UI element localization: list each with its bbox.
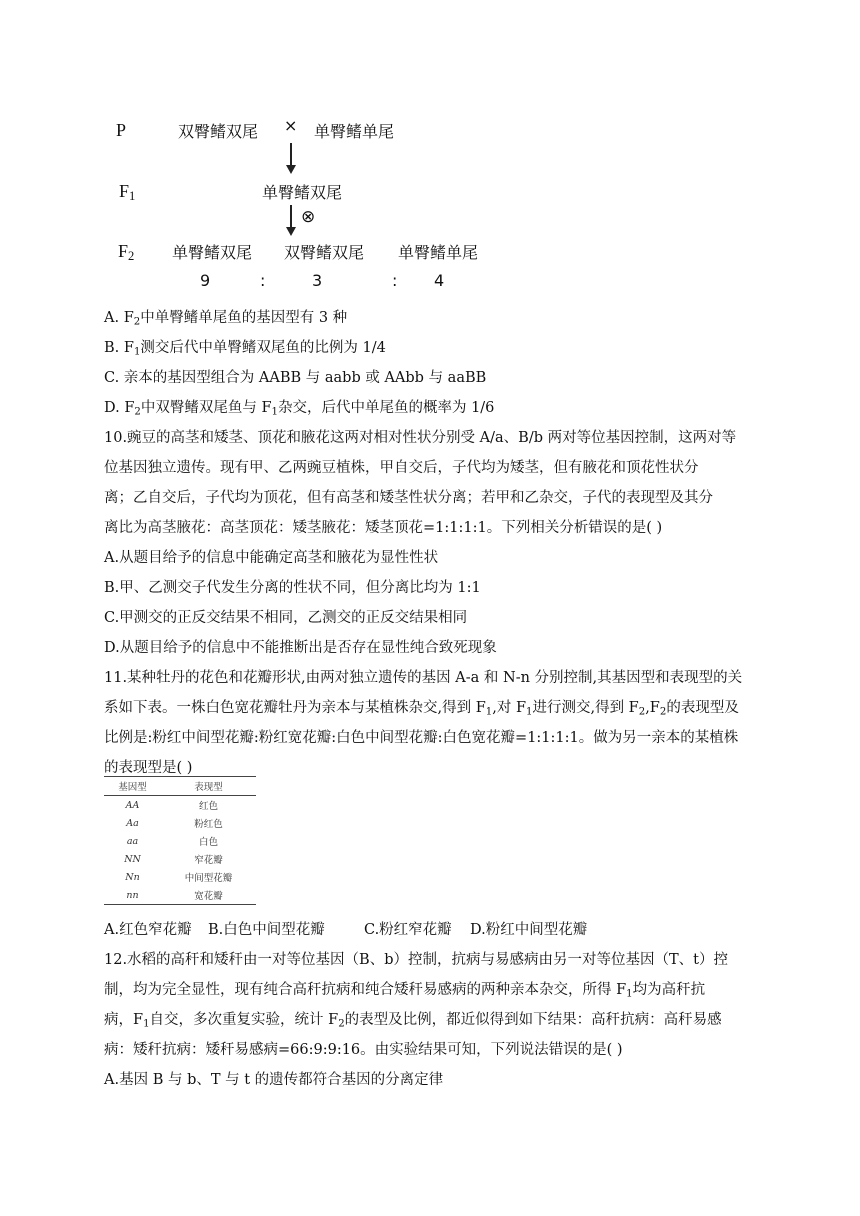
f2-phenotype-3: 单臀鳍单尾 — [398, 243, 479, 262]
q10-stem-line: 10.豌豆的高茎和矮茎、顶花和腋花这两对相对性状分别受 A/a、B/b 两对等位基因控制，这两对等 — [104, 430, 737, 446]
q10-stem-line: 位基因独立遗传。现有甲、乙两豌豆植株，甲自交后，子代均为矮茎，但有腋花和顶花性状分 — [104, 460, 699, 476]
q12-stem-line: 病，$F_1$自交，多次重复实验，统计 $F_2$的表型及比例，都近似得到如下结果：高秆抗病：高秆易感 — [104, 1012, 722, 1030]
q12-stem-line: 12.水稻的高秆和矮秆由一对等位基因（B、b）控制，抗病与易感病由另一对等位基因（T、t）控 — [104, 952, 728, 968]
q12-option-a: A.基因 B 与 b、T 与 t 的遗传都符合基因的分离定律 — [104, 1072, 444, 1088]
genotype-phenotype-table — [104, 776, 256, 905]
q11-stem-line: 系如下表。一株白色宽花瓣牡丹为亲本与某植株杂交,得到 $F_1$,对 $F_1$进行测交,得到 $F_2,F_2$的表现型及 — [104, 700, 739, 718]
selfing-symbol: ⊗ — [301, 207, 316, 227]
down-arrow-icon — [284, 143, 298, 175]
table-row: aa 白色 — [126, 835, 218, 848]
down-arrow-icon — [284, 205, 298, 237]
table-row: Nn 中间型花瓣 — [125, 871, 233, 884]
p-right-phenotype: 单臀鳍单尾 — [314, 122, 395, 141]
q10-option-c: C.甲测交的正反交结果不相同，乙测交的正反交结果相同 — [104, 610, 468, 626]
q10-option-a: A.从题目给予的信息中能确定高茎和腋花为显性性状 — [104, 550, 439, 566]
q10-option-d: D.从题目给予的信息中不能推断出是否存在显性纯合致死现象 — [104, 640, 497, 656]
f2-phenotype-1: 单臀鳍双尾 — [172, 243, 253, 262]
q11-option-a: A.红色窄花瓣 — [104, 922, 192, 938]
ratio-separator: : — [392, 271, 398, 290]
q10-option-b: B.甲、乙测交子代发生分离的性状不同，但分离比均为 1:1 — [104, 580, 481, 596]
table-row: AA 红色 — [125, 799, 218, 812]
q9-option-c: C. 亲本的基因型组合为 AABB 与 aabb 或 AAbb 与 aaBB — [104, 370, 487, 386]
q11-option-d: D.粉红中间型花瓣 — [470, 922, 588, 938]
p-left-phenotype: 双臀鳍双尾 — [178, 122, 259, 141]
q11-option-c: C.粉红窄花瓣 — [364, 922, 452, 938]
q9-option-d: D. $F_2$中双臀鳍双尾鱼与 $F_1$杂交，后代中单尾鱼的概率为 1/6 — [104, 400, 495, 418]
q10-stem-line: 离比为高茎腋花：高茎顶花：矮茎腋花：矮茎顶花=1:1:1:1。下列相关分析错误的是( ) — [104, 520, 663, 536]
q11-stem-line: 11.某种牡丹的花色和花瓣形状,由两对独立遗传的基因 A-a 和 N-n 分别控制,其基因型和表现型的关 — [104, 670, 743, 686]
cross-symbol: × — [284, 116, 298, 135]
f1-generation-label: $F_1$ — [119, 181, 136, 204]
table-header-genotype: 基因型 — [104, 777, 161, 796]
q9-option-b: B. $F_1$测交后代中单臀鳍双尾鱼的比例为 1/4 — [104, 340, 386, 358]
p-generation-label: P — [116, 120, 127, 140]
q11-stem-line: 比例是:粉红中间型花瓣:粉红宽花瓣:白色中间型花瓣:白色宽花瓣=1:1:1:1。做为另一亲本的某植株 — [104, 730, 739, 746]
q10-stem-line: 离；乙自交后，子代均为顶花，但有高茎和矮茎性状分离；若甲和乙杂交，子代的表现型及其分 — [104, 490, 713, 506]
q12-stem-line: 病：矮秆抗病：矮秆易感病=66:9:9:16。由实验结果可知，下列说法错误的是( ) — [104, 1042, 623, 1058]
ratio-separator: : — [260, 271, 266, 290]
table-row: nn 宽花瓣 — [104, 886, 256, 905]
table-row: NN 窄花瓣 — [124, 853, 223, 866]
f2-phenotype-2: 双臀鳍双尾 — [284, 243, 365, 262]
q11-option-b: B.白色中间型花瓣 — [208, 922, 325, 938]
f1-phenotype: 单臀鳍双尾 — [262, 183, 343, 202]
q12-stem-line: 制，均为完全显性，现有纯合高秆抗病和纯合矮秆易感病的两种亲本杂交，所得 $F_1$均为高秆抗 — [104, 982, 706, 1000]
ratio-value: 3 — [312, 271, 323, 290]
table-row: Aa 粉红色 — [126, 817, 223, 830]
ratio-value: 4 — [434, 271, 445, 290]
table-header-phenotype: 表现型 — [161, 777, 256, 796]
q11-stem-line: 的表现型是( ) — [104, 760, 193, 776]
q9-option-a: A. $F_2$中单臀鳍单尾鱼的基因型有 3 种 — [104, 310, 348, 328]
f2-generation-label: $F_2$ — [118, 241, 135, 264]
ratio-value: 9 — [200, 271, 211, 290]
